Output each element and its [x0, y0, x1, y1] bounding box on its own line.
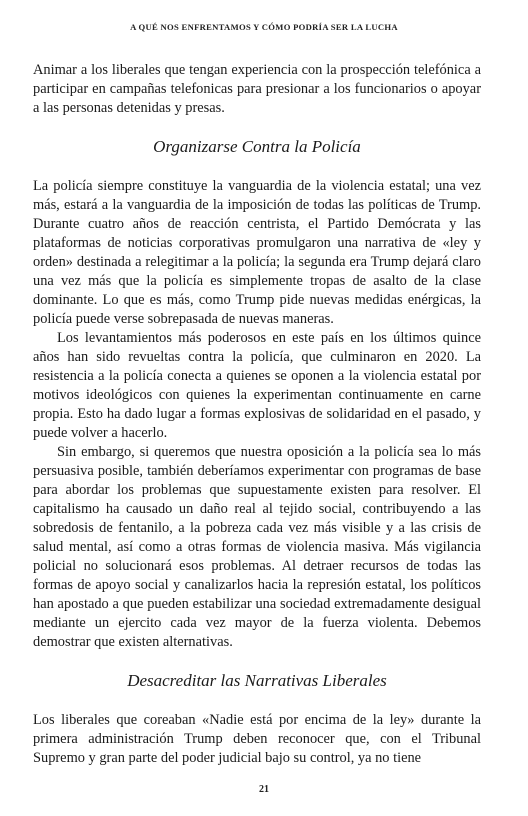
page-number: 21 [259, 784, 269, 795]
section-heading-police: Organizarse Contra la Policía [153, 137, 361, 156]
police-paragraph-2: Los levantamientos más poderosos en este país en los últimos quince años han sido revueltas contra la policía, que culminaron en 2020. La resistencia a la policía conecta a quienes se oponen a la violencia estatal por motivos ideológicos con quienes la experimentan continuamente en carne propia. Esto ha dado lugar a formas explosivas de solidaridad en el pasado, y puede volver a hacerlo. [33, 330, 481, 441]
intro-paragraph: Animar a los liberales que tengan experiencia con la prospección telefónica a participar en campañas telefonicas para presionar a los funcionarios o apoyar a las personas detenidas y presas. [33, 62, 481, 116]
running-head: A QUÉ NOS ENFRENTAMOS Y CÓMO PODRÍA SER LA LUCHA [130, 22, 398, 32]
police-paragraph-3: Sin embargo, si queremos que nuestra oposición a la policía sea lo más persuasiva posible, también deberíamos experimentar con programas de base para abordar los problemas que supuestamente existen para resolver. El capitalismo ha causado un daño real al tejido social, contribuyendo a las sobredosis de fentanilo, a la pobreza cada vez más visible y a las crisis de salud mental, así como a otras formas de violencia masiva. Más vigilancia policial no solucionará esos problemas. Al detraer recursos de todas las formas de apoyo social y canalizarlos hacia la represión estatal, los políticos han apostado a que pueden estabilizar una sociedad extremadamente desigual mediante un ejercito cada vez mayor de la fuerza violenta. Debemos demostrar que existen alternativas. [33, 444, 481, 650]
police-paragraph-1: La policía siempre constituye la vanguardia de la violencia estatal; una vez más, estará a la vanguardia de la imposición de todas las políticas de Trump. Durante cuatro años de reacción centrista, el Partido Demócrata y las plataformas de noticias corporativas promulgaron una narrativa de «ley y orden» destinada a relegitimar a la policía; la segunda era Trump dejará claro una vez más que la policía es simplemente tropas de asalto de la clase dominante. Lo que es más, como Trump pide nuevas medidas enérgicas, la policía puede verse sobrepasada de nuevas maneras. [33, 178, 481, 327]
section-heading-liberal-narratives: Desacreditar las Narrativas Liberales [127, 671, 387, 690]
liberal-paragraph-1: Los liberales que coreaban «Nadie está por encima de la ley» durante la primera administración Trump deben reconocer que, con el Tribunal Supremo y gran parte del poder judicial bajo su control, ya no tiene [33, 712, 481, 766]
page-body [33, 61, 481, 768]
